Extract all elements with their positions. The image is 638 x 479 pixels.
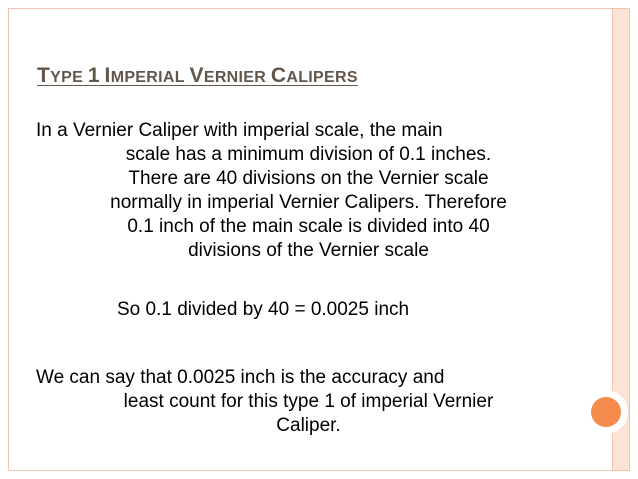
- text-line: normally in imperial Vernier Calipers. Therefore: [110, 192, 507, 213]
- text-line: We can say that 0.0025 inch is the accuracy and: [36, 367, 445, 388]
- text-line: 0.1 inch of the main scale is divided into 40: [127, 216, 490, 237]
- text-line: There are 40 divisions on the Vernier scale: [128, 168, 489, 189]
- text-line: scale has a minimum division of 0.1 inches.: [125, 144, 492, 165]
- paragraph-definition: [36, 119, 581, 263]
- paragraph-calculation: So 0.1 divided by 40 = 0.0025 inch: [117, 299, 410, 320]
- accent-circle: [591, 397, 621, 427]
- paragraph-conclusion: [36, 366, 581, 438]
- text-line: Caliper.: [276, 415, 341, 436]
- text-line: In a Vernier Caliper with imperial scale, the main: [36, 120, 443, 141]
- text-line: divisions of the Vernier scale: [188, 240, 429, 261]
- text-line: least count for this type 1 of imperial Vernier: [123, 391, 494, 412]
- slide-title: TYPE 1 IMPERIAL VERNIER CALIPERS: [37, 64, 358, 87]
